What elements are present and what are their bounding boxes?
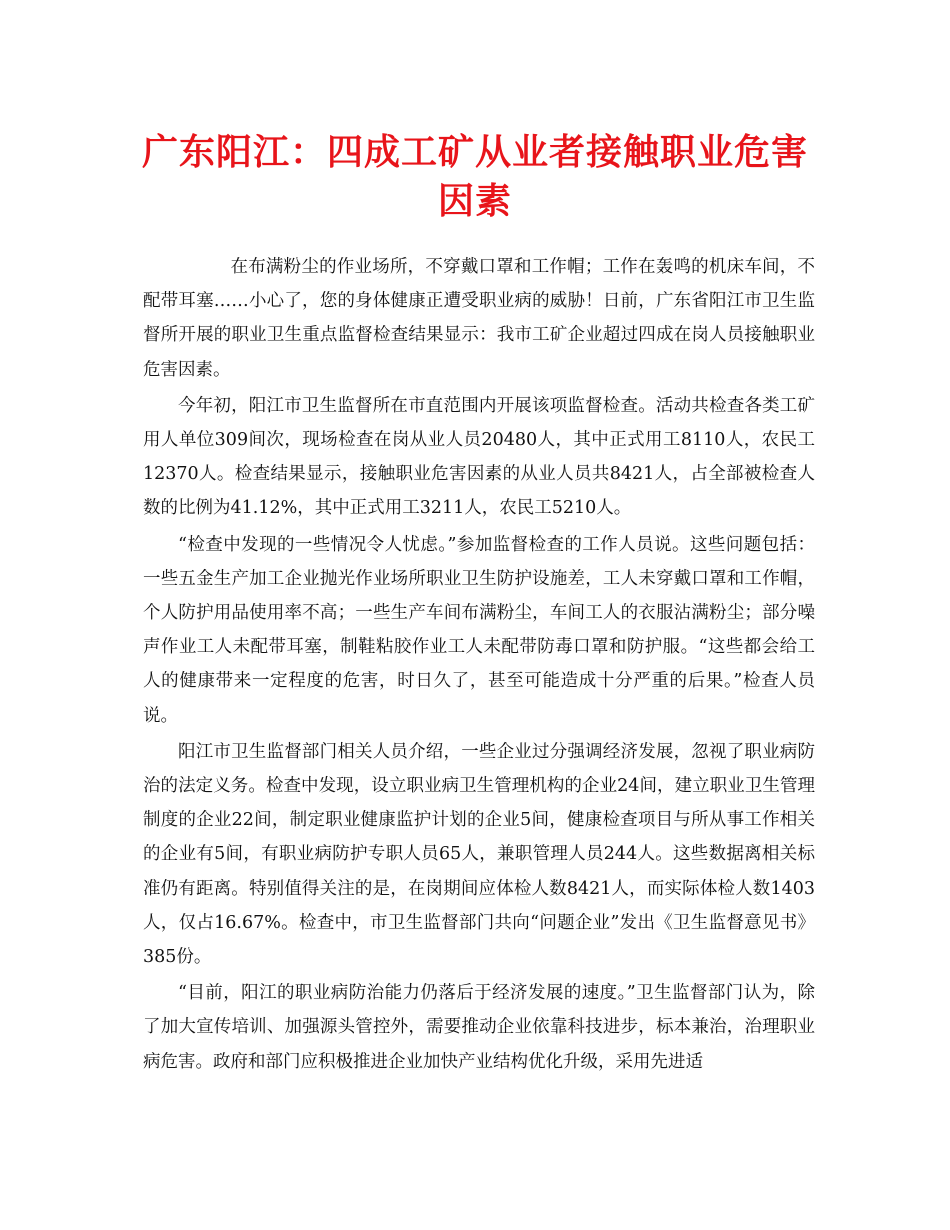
paragraph-1: 在布满粉尘的作业场所，不穿戴口罩和工作帽；工作在轰鸣的机床车间，不配带耳塞……小心了，您的身体健康正遭受职业病的威胁！日前，广东省阳江市卫生监督所开展的职业卫生重点监督检查结果显示：我市工矿企业超过四成在岗人员接触职业危害因素。 [143, 257, 815, 380]
paragraph-2: 今年初，阳江市卫生监督所在市直范围内开展该项监督检查。活动共检查各类工矿用人单位309间次，现场检查在岗从业人员20480人，其中正式用工8110人，农民工12370人。检查结果显示，接触职业危害因素的从业人员共8421人，占全部被检查人数的比例为41.12%，其中正式用工3211人，农民工5210人。 [143, 395, 815, 519]
page-title: 广东阳江：四成工矿从业者接触职业危害因素 [141, 131, 808, 222]
article-body [143, 250, 815, 1081]
paragraph-4: 阳江市卫生监督部门相关人员介绍，一些企业过分强调经济发展，忽视了职业病防治的法定义务。检查中发现，设立职业病卫生管理机构的企业24间，建立职业卫生管理制度的企业22间，制定职业健康监护计划的企业5间，健康检查项目与所从事工作相关的企业有5间，有职业病防护专职人员65人，兼职管理人员244人。这些数据离相关标准仍有距离。特别值得关注的是，在岗期间应体检人数8421人，而实际体检人数1403人，仅占16.67%。检查中，市卫生监督部门共向“问题企业”发出《卫生监督意见书》385份。 [143, 741, 815, 968]
paragraph-3: “检查中发现的一些情况令人忧虑。”参加监督检查的工作人员说。这些问题包括：一些五金生产加工企业抛光作业场所职业卫生防护设施差，工人未穿戴口罩和工作帽，个人防护用品使用率不高；一些生产车间布满粉尘，车间工人的衣服沾满粉尘；部分噪声作业工人未配带耳塞，制鞋粘胶作业工人未配带防毒口罩和防护服。“这些都会给工人的健康带来一定程度的危害，时日久了，甚至可能造成十分严重的后果。”检查人员说。 [143, 534, 815, 726]
paragraph-5: “目前，阳江的职业病防治能力仍落后于经济发展的速度。”卫生监督部门认为，除了加大宣传培训、加强源头管控外，需要推动企业依靠科技进步，标本兼治，治理职业病危害。政府和部门应积极推进企业加快产业结构优化升级，采用先进适 [143, 983, 815, 1072]
